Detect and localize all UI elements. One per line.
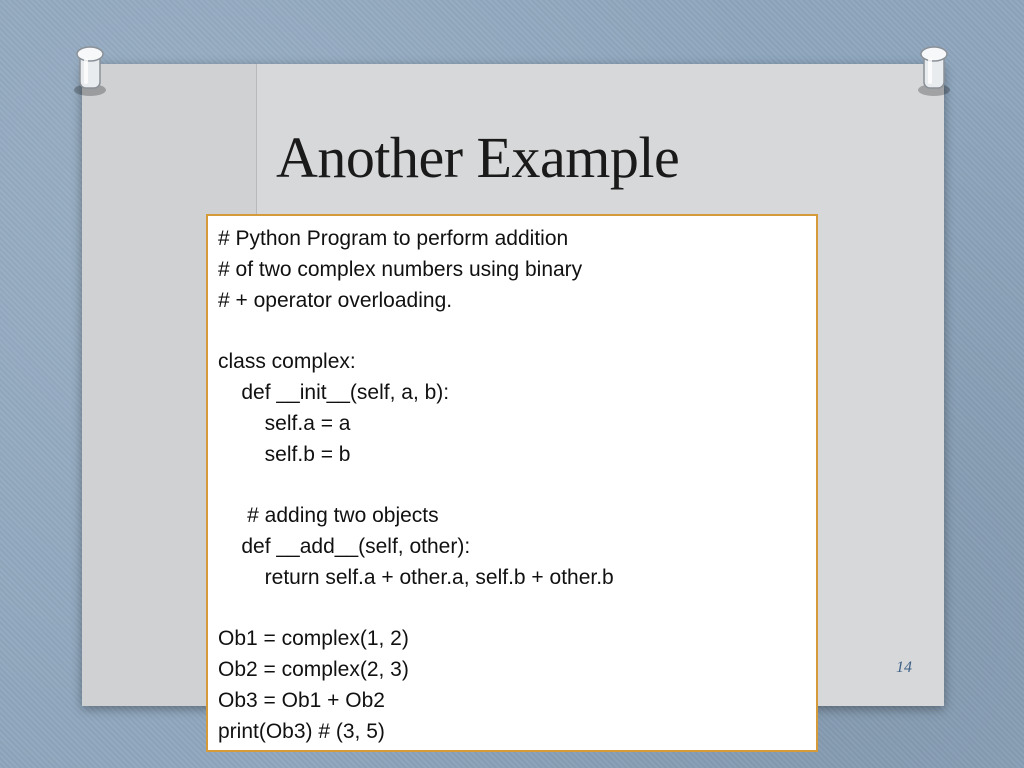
code-line: # Python Program to perform addition — [218, 227, 569, 250]
code-block — [206, 214, 818, 752]
code-line: Ob1 = complex(1, 2) — [218, 627, 409, 651]
code-line: def __add__(self, other): — [218, 534, 471, 558]
code-line — [218, 316, 816, 347]
code-line: Ob3 = Ob1 + Ob2 — [218, 688, 385, 712]
code-line: # adding two objects — [218, 504, 439, 528]
code-line: class complex: — [218, 350, 356, 374]
code-line: # of two complex numbers using binary — [218, 257, 583, 281]
code-line: self.b = b — [218, 442, 351, 466]
page-number: 14 — [896, 659, 912, 676]
pushpin-right-icon — [914, 40, 954, 100]
code-line: Ob2 = complex(2, 3) — [218, 658, 409, 682]
code-line: def __init__(self, a, b): — [218, 380, 450, 404]
code-line — [218, 594, 816, 625]
slide-title: Another Example — [276, 125, 680, 190]
code-line: print(Ob3) # (3, 5) — [218, 719, 385, 743]
code-line — [218, 470, 816, 501]
pushpin-left-icon — [70, 40, 110, 100]
code-line: self.a = a — [218, 411, 351, 435]
code-line: return self.a + other.a, self.b + other.b — [218, 565, 614, 589]
code-line: # + operator overloading. — [218, 288, 453, 312]
